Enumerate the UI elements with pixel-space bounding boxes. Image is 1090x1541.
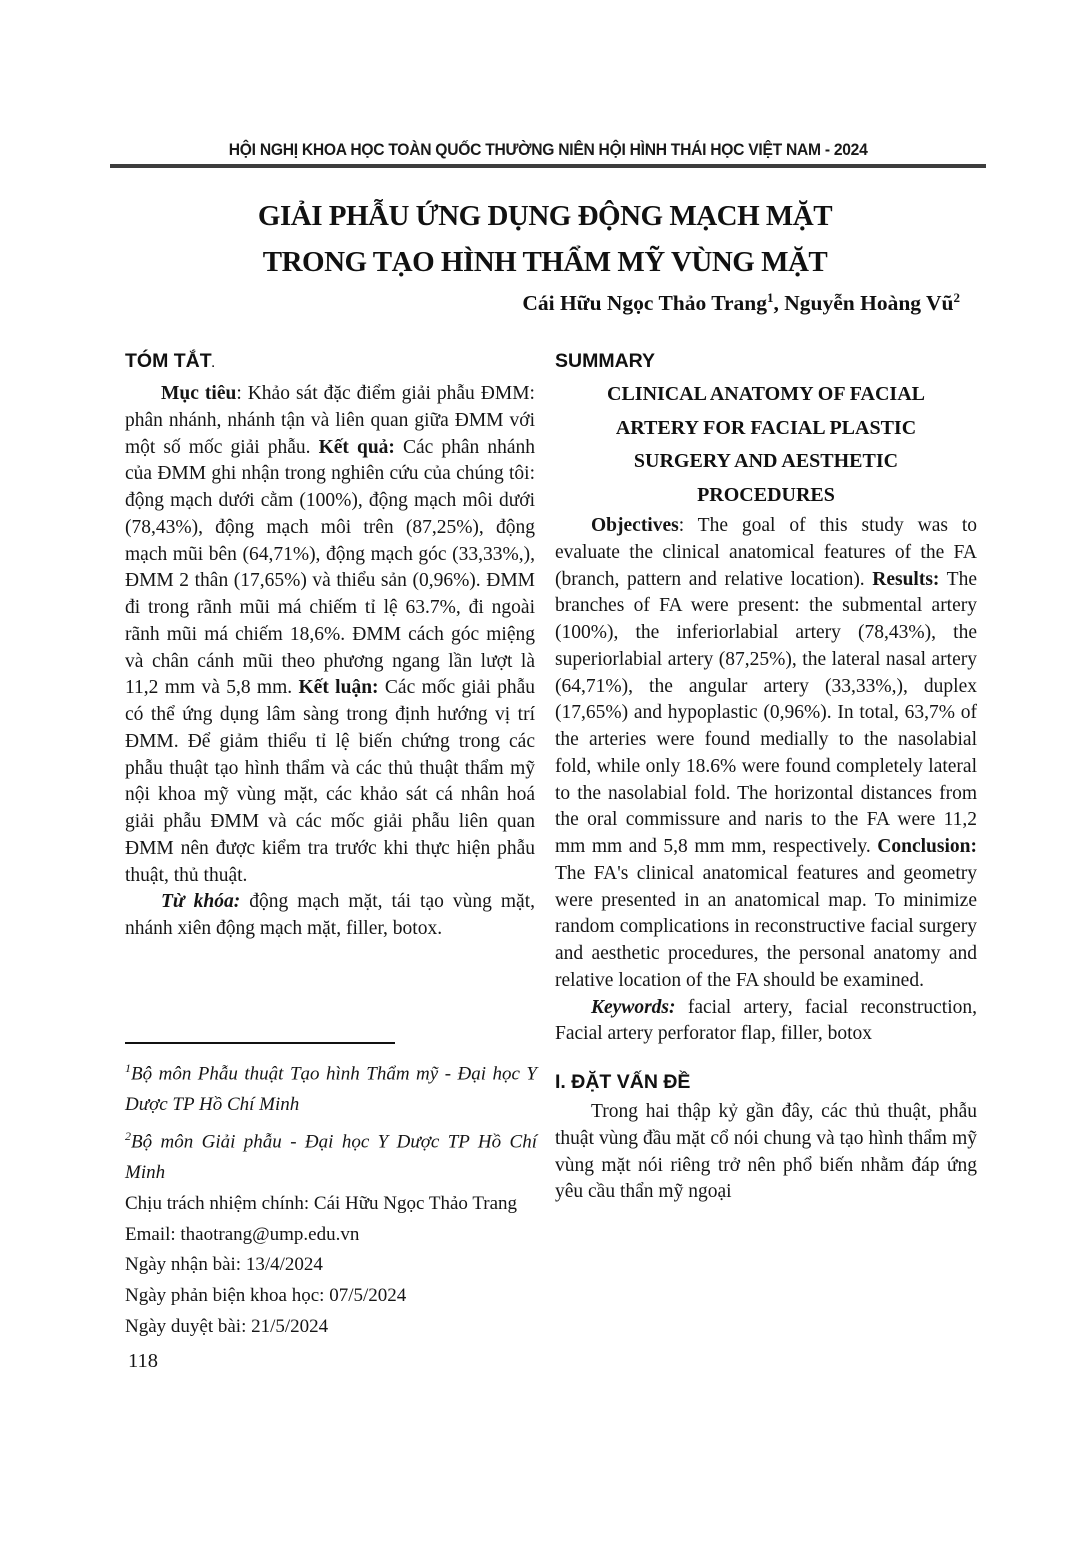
abstract-en-title-line4: PROCEDURES (697, 483, 835, 506)
abstract-vi-heading (125, 348, 535, 378)
objectives-en-label: Objectives (591, 515, 679, 536)
conclusion-vi-text: Các mốc giải phẫu có thể ứng dụng lâm sàng trong định hướng vị trí ĐMM. Để giảm thiểu tỉ lệ biến chứng trong các phẫu thuật tạo hình thẩm và các thủ thuật thẩm mỹ nội khoa mỹ vùng mặt, các khảo sát cá nhân hoá giải phẫu ĐMM và các mốc giải phẫu liên quan ĐMM nên được kiểm tra trước khi thực hiện phẫu thuật, thủ thuật. (125, 677, 536, 886)
introduction-paragraph (555, 1099, 977, 1206)
accepted-date-line: Ngày duyệt bài: 21/5/2024 (125, 1316, 329, 1338)
abstract-en-heading: SUMMARY (555, 350, 656, 372)
conclusion-en-label: Conclusion: (877, 836, 977, 857)
author-2-name: Nguyễn Hoàng Vũ (784, 291, 954, 316)
keywords-vi-text: động mạch mặt, tái tạo vùng mặt, nhánh xiên động mạch mặt, filler, botox. (125, 891, 535, 939)
abstract-en-title-line1: CLINICAL ANATOMY OF FACIAL (607, 383, 925, 405)
left-column (125, 348, 535, 943)
results-vi-text: Các phân nhánh của ĐMM ghi nhận trong nghiên cứu của chúng tôi: động mạch dưới cằm (100%), động mạch môi dưới (78,43%), động mạch môi trên (87,25%), động mạch mũi bên (64,71%), động mạch góc (33,33%,), ĐMM 2 thân (17,65%) và thiểu sản (0,96%). ĐMM đi trong rãnh mũi má chiếm tỉ lệ 63.7%, đi ngoài rãnh mũi má chiếm 18,6%. ĐMM cách góc miệng và chân cánh mũi theo phương ngang lần lượt là 11,2 mm và 5,8 mm. (125, 436, 535, 699)
footnote-block (125, 1042, 537, 1343)
author-1-affiliation-mark: 1 (766, 290, 774, 305)
affiliation-1-mark: 1 (125, 1061, 131, 1075)
results-en-label: Results: (872, 568, 940, 590)
affiliation-1-text: Bộ môn Phẫu thuật Tạo hình Thẩm mỹ - Đại học Y Dược TP Hồ Chí Minh (125, 1063, 537, 1116)
keywords-en-text: facial artery, facial reconstruction, Facial artery perforator flap, filler, botox (555, 996, 977, 1045)
keywords-vi-label: Từ khóa: (161, 891, 241, 913)
authors-line (0, 290, 960, 316)
article-title-line2: TRONG TẠO HÌNH THẨM MỸ VÙNG MẶT (262, 246, 828, 278)
right-column (555, 348, 977, 1206)
conclusion-en-text: The FA's clinical anatomical features and geometry were presented in an anatomical map. To minimize random complications in reconstructive facial surgery and aesthetic procedures, the personal anatomy and relative location of the FA should be examined. (555, 862, 977, 991)
keywords-vi-paragraph (125, 889, 535, 943)
article-title (0, 193, 1090, 285)
abstract-en-paragraph (555, 513, 977, 995)
received-date-line: Ngày nhận bài: 13/4/2024 (125, 1254, 323, 1276)
email-line: Email: thaotrang@ump.edu.vn (125, 1223, 360, 1245)
affiliation-2 (125, 1121, 537, 1189)
results-en-text: The branches of FA were present: the submental artery (100%), the inferiorlabial artery (78,43%), the superiorlabial artery (87,25%), the lateral nasal artery (64,71%), the angular artery (33,33%,), duplex (17,65%) and hypoplastic (0,96%). In total, 63,7% of the arteries were found medially to the nasolabial fold, while only 18.6% were found completely lateral to the nasolabial fold. The horizontal distances from the oral commissure and naris to the FA were 11,2 mm mm and 5,8 mm mm, respectively. (555, 568, 977, 857)
abstract-en-title-line3: SURGERY AND AESTHETIC (633, 450, 899, 472)
author-1-name: Cái Hữu Ngọc Thảo Trang (522, 291, 767, 316)
conclusion-vi-label: Kết luận: (298, 677, 379, 699)
introduction-text: Trong hai thập kỷ gần đây, các thủ thuật, phẫu thuật vùng đầu mặt cổ nói chung và tạo hình thẩm mỹ vùng mặt nói riêng trở nên phổ biến nhằm đáp ứng yêu cầu thẩn mỹ ngoại (555, 1101, 977, 1203)
page-number: 118 (128, 1350, 158, 1372)
affiliation-2-text: Bộ môn Giải phẫu - Đại học Y Dược TP Hồ Chí Minh (125, 1131, 537, 1184)
review-date-line: Ngày phản biện khoa học: 07/5/2024 (125, 1285, 407, 1307)
abstract-vi-heading-dot: . (211, 358, 215, 370)
objectives-en-text: : The goal of this study was to evaluate the clinical anatomical features of the FA (branch, pattern and relative location). (555, 515, 977, 590)
abstract-vi-paragraph (125, 381, 535, 889)
affiliation-2-mark: 2 (125, 1128, 131, 1143)
introduction-heading: I. ĐẶT VẤN ĐỀ (555, 1071, 691, 1093)
keywords-en-label: Keywords: (591, 996, 676, 1018)
article-title-line1: GIẢI PHẪU ỨNG DỤNG ĐỘNG MẠCH MẶT (257, 200, 833, 232)
footnote-separator-line (125, 1042, 395, 1044)
keywords-en-paragraph (555, 995, 977, 1049)
author-2-affiliation-mark: 2 (953, 290, 960, 305)
authors-separator: , (773, 291, 785, 316)
conference-header-text: HỘI NGHỊ KHOA HỌC TOÀN QUỐC THƯỜNG NIÊN HỘI HÌNH THÁI HỌC VIỆT NAM - 2024 (228, 140, 868, 159)
affiliation-1 (125, 1053, 537, 1121)
objective-text: : Khảo sát đặc điểm giải phẫu ĐMM: phân nhánh, nhánh tận và liên quan giữa ĐMM với một số mốc giải phẫu. (125, 383, 535, 458)
abstract-en-title-line2: ARTERY FOR FACIAL PLASTIC (615, 416, 917, 439)
results-vi-label: Kết quả: (318, 436, 395, 458)
abstract-en-title (555, 378, 977, 512)
correspondence-line: Chịu trách nhiệm chính: Cái Hữu Ngọc Thảo Trang (125, 1192, 518, 1214)
page-header (110, 140, 986, 168)
abstract-vi-heading-text: TÓM TẮT (125, 350, 212, 372)
objective-label: Mục tiêu (161, 383, 237, 404)
